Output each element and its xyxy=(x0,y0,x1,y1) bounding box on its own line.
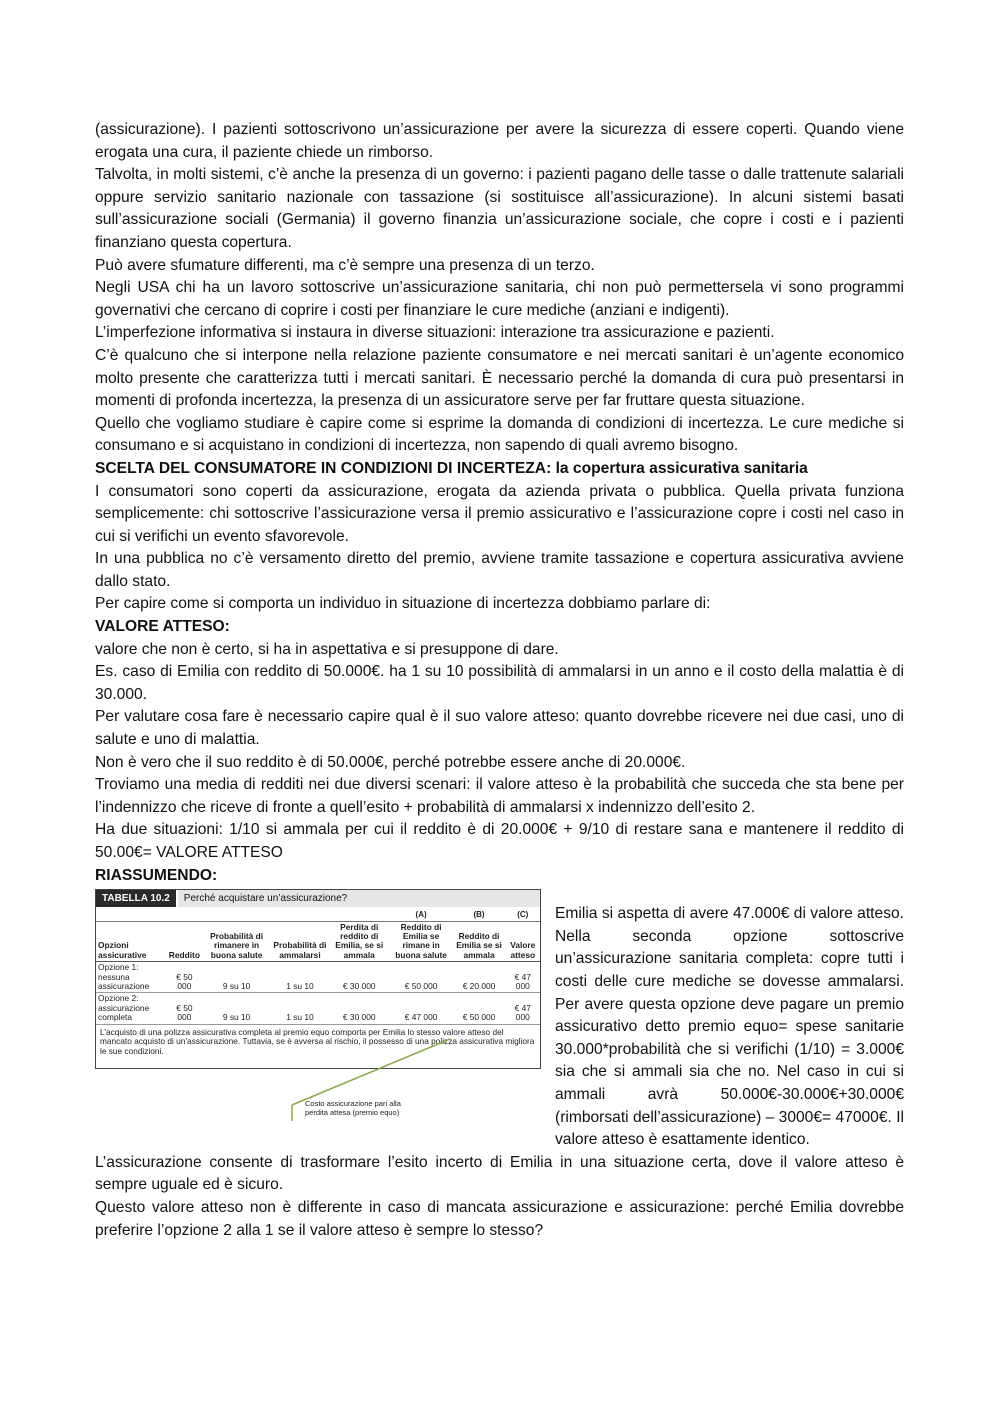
paragraph: Talvolta, in molti sistemi, c’è anche la presenza di un governo: i pazienti pagano delle tasse o dalle trattenute salariali oppure servizio sanitario nazionale con tassazione (si sostituisce all’assicurazione). In alcuni sistemi basati sull’assicurazione sociali (Germania) il governo finanzia un’assicurazione sociale, che copre i costi e i pazienti finanziano questa copertura. xyxy=(95,166,904,251)
column-header: Reddito di Emilia se rimane in buona salute xyxy=(390,921,453,962)
column-letter: (A) xyxy=(390,907,453,921)
table-cell: 1 su 10 xyxy=(271,962,329,993)
paragraph: Quello che vogliamo studiare è capire come si esprime la domanda di condizioni di incertezza. Le cure mediche si consumano e si acquistano in condizioni di incertezza, non sapendo di quali avremo bisogno. xyxy=(95,414,904,455)
table-cell: € 30 000 xyxy=(329,962,390,993)
column-header: Opzioni assicurative xyxy=(96,921,167,962)
column-letter: (C) xyxy=(506,907,540,921)
table-cell: € 50 000 xyxy=(167,962,202,993)
table-cell: € 47 000 xyxy=(390,993,453,1024)
column-header: Valore atteso xyxy=(506,921,540,962)
paragraph: L’imperfezione informativa si instaura in diverse situazioni: interazione tra assicurazione e pazienti. xyxy=(95,324,775,342)
paragraph: Negli USA chi ha un lavoro sottoscrive un’assicurazione sanitaria, chi non può permettersela vi sono programmi governativi che cercano di coprire i costi per finanziare le cure mediche (anziani e indigenti). xyxy=(95,279,904,319)
paragraph: I consumatori sono coperti da assicurazione, erogata da azienda privata o pubblica. Quella privata funziona semplicemente: chi sottoscrive l’assicurazione versa il premio assicurativo e l’assicurazione copre i costi nel caso in cui si verifichi un evento sfavorevole. xyxy=(95,482,904,545)
paragraph: valore che non è certo, si ha in aspettativa e si presuppone di dare. xyxy=(95,640,559,658)
column-header: Reddito di Emilia se si ammala xyxy=(453,921,506,962)
table-figure xyxy=(95,889,541,1139)
table-cell: Opzione 2: assicurazione completa xyxy=(96,993,167,1024)
section-heading: VALORE ATTESO: xyxy=(95,618,230,636)
table-title: Perché acquistare un’assicurazione? xyxy=(178,890,540,907)
paragraph: L’assicurazione consente di trasformare l’esito incerto di Emilia in una situazione certa, dove il valore atteso è sempre uguale ed è sicuro. xyxy=(95,1153,904,1194)
table-cell: 1 su 10 xyxy=(271,993,329,1024)
paragraph: Troviamo una media di redditi nei due diversi scenari: il valore atteso è la probabilità che succeda che sta bene per l’indennizzo che riceve di fronte a quell’esito + probabilità di ammalarsi x indennizzo dell’esito 2. xyxy=(95,776,904,816)
paragraph: (assicurazione). I pazienti sottoscrivono un’assicurazione per avere la sicurezza di essere coperti. Quando viene erogata una cura, il paziente chiede un rimborso. xyxy=(95,121,904,161)
table-cell: € 47 000 xyxy=(506,993,540,1024)
paragraph: Per valutare cosa fare è necessario capire qual è il suo valore atteso: quanto dovrebbe ricevere nei due casi, uno di salute e uno di malattia. xyxy=(95,708,904,749)
section-heading: RIASSUMENDO: xyxy=(95,866,218,884)
table-cell: Opzione 1: nessuna assicurazione xyxy=(96,962,167,993)
table-cell: € 50 000 xyxy=(453,993,506,1024)
column-header: Probabilità di ammalarsi xyxy=(271,921,329,962)
table-callout: Costo assicurazione pari alla perdita attesa (premio equo) xyxy=(305,1099,401,1118)
paragraph: Non è vero che il suo reddito è di 50.000€, perché potrebbe essere anche di 20.000€. xyxy=(95,753,686,771)
column-letter: (B) xyxy=(453,907,506,921)
section-heading: SCELTA DEL CONSUMATORE IN CONDIZIONI DI INCERTEZA: la copertura assicurativa sanitaria xyxy=(95,459,808,477)
table-note: L’acquisto di una polizza assicurativa completa al premio equo comporta per Emilia lo stesso valore atteso del mancato acquisto di un’assicurazione. Tuttavia, se è avversa al rischio, il possesso di una polizza assicurativa migliora le sue condizioni. xyxy=(100,1026,535,1056)
paragraph: Questo valore atteso non è differente in caso di mancata assicurazione e assicurazione: perché Emilia dovrebbe preferire l’opzione 2 alla 1 se il valore atteso è sempre lo stesso? xyxy=(95,1198,904,1239)
table-tag: TABELLA 10.2 xyxy=(96,890,178,907)
table-cell: € 47 000 xyxy=(506,962,540,993)
table-cell: € 20 000 xyxy=(453,962,506,993)
column-header: Probabilità di rimanere in buona salute xyxy=(202,921,271,962)
table-cell: € 50 000 xyxy=(390,962,453,993)
table-cell: 9 su 10 xyxy=(202,993,271,1024)
document-page xyxy=(95,119,904,1242)
table-cell: € 30 000 xyxy=(329,993,390,1024)
paragraph: Ha due situazioni: 1/10 si ammala per cui il reddito è di 20.000€ + 9/10 di restare sana e mantenere il reddito di 50.00€= VALORE ATTESO xyxy=(95,821,904,861)
column-header: Perdita di reddito di Emilia, se si ammala xyxy=(329,921,390,962)
paragraph: C’è qualcuno che si interpone nella relazione paziente consumatore e nei mercati sanitari è un’agente economico molto presente che caratterizza tutti i mercati sanitari. È necessario perché la domanda di cura può presentarsi in momenti di profonda incertezza, la presenza di un assicuratore serve per far fruttare questa situazione. xyxy=(95,346,904,410)
paragraph: Per capire come si comporta un individuo in situazione di incertezza dobbiamo parlare di: xyxy=(95,595,711,613)
paragraph: Es. caso di Emilia con reddito di 50.000€. ha 1 su 10 possibilità di ammalarsi in un anno e il costo della malattia è di 30.000. xyxy=(95,663,904,703)
table-cell: € 50 000 xyxy=(167,993,202,1024)
paragraph: Può avere sfumature differenti, ma c’è sempre una presenza di un terzo. xyxy=(95,256,595,274)
paragraph: In una pubblica no c’è versamento diretto del premio, avviene tramite tassazione e copertura assicurativa avviene dallo stato. xyxy=(95,550,904,590)
side-paragraph: Emilia si aspetta di avere 47.000€ di valore atteso. Nella seconda opzione sottoscrive un’assicurazione sanitaria completa: copre tutti i costi delle cure mediche se dovesse ammalarsi. Per avere questa opzione deve pagare un premio assicurativo detto premio equo= spese sanitarie 30.000*probabilità che si verifichi (1/10) = 3.000€ sia che si ammali sia che no. Nel caso in cui si ammali avrà 50.000€-30.000€+30.000€ (rimborsati dell’assicurazione) – 3000€= 47000€. Il valore atteso è esattamente identico. xyxy=(555,905,904,1149)
table-cell: 9 su 10 xyxy=(202,962,271,993)
column-header: Reddito xyxy=(167,921,202,962)
